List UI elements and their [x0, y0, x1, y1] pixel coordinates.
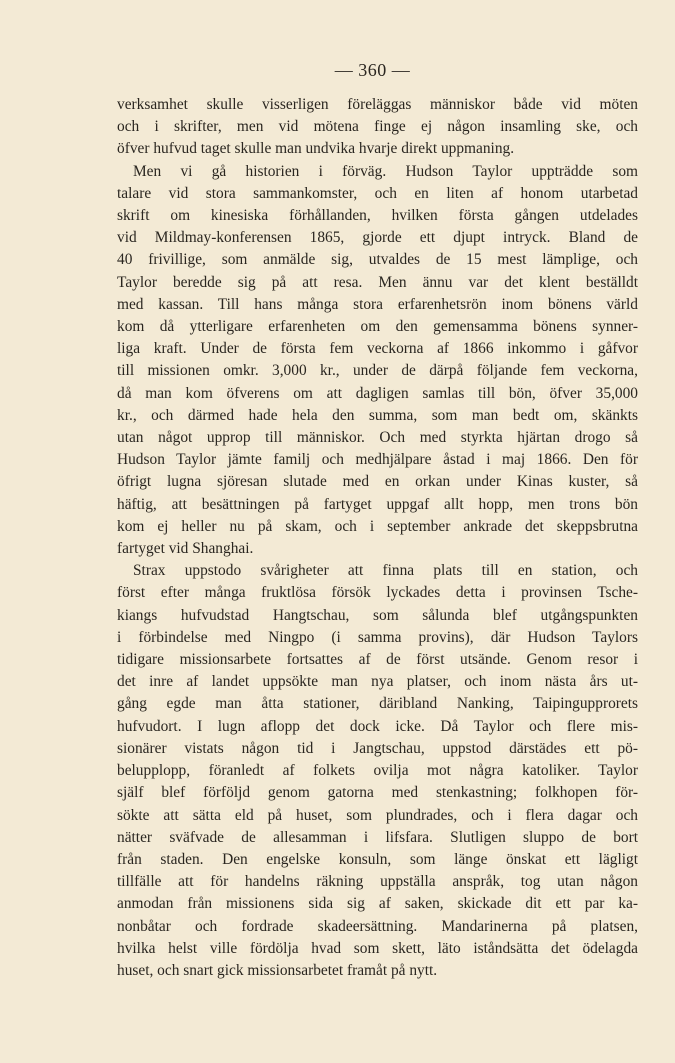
text-line: öfrigt lugna sjöresan slutade med en orkan under Kinas kuster, så [117, 473, 638, 491]
text-line: hvilka helst ville fördölja hvad som skett, läto iståndsätta det ödelagda [117, 939, 638, 957]
text-line: med kassan. Till hans många stora erfarenhetsrön inom bönens värld [117, 295, 638, 313]
text-line: först efter många fruktlösa försök lyckades detta i provinsen Tsche- [117, 584, 638, 602]
text-line: i förbindelse med Ningpo (i samma provins), där Hudson Taylors [117, 628, 638, 646]
text-line: det inre af landet uppsökte man nya platser, och inom nästa års ut- [117, 673, 638, 691]
text-line: liga kraft. Under de första fem veckorna af 1866 inkommo i gåfvor [117, 340, 638, 358]
text-line: tidigare missionsarbete fortsattes af de först utsände. Genom resor i [117, 651, 638, 669]
text-line: utan något upprop till människor. Och med styrkta hjärtan drogo så [117, 429, 638, 447]
text-line: sökte att sätta eld på huset, som plundrades, och i flera dagar och [117, 806, 638, 824]
body-text [117, 94, 638, 982]
text-line: vid Mildmay-konferensen 1865, gjorde ett djupt intryck. Bland de [117, 229, 638, 247]
text-line: kiangs hufvudstad Hangtschau, som sålunda blef utgångspunkten [117, 606, 638, 624]
text-line: då man kom öfverens om att dagligen samlas till bön, öfver 35,000 [117, 384, 638, 402]
text-line: gång egde man åtta stationer, däribland Nanking, Taipingupprorets [117, 695, 638, 713]
text-line: Hudson Taylor jämte familj och medhjälpare åstad i maj 1866. Den för [117, 451, 638, 469]
text-line: verksamhet skulle visserligen föreläggas människor både vid möten [117, 96, 638, 113]
text-line: anmodan från missionens sida sig af saken, skickade dit ett par ka- [117, 895, 638, 913]
text-line: fartyget vid Shanghai. [117, 540, 254, 558]
text-line: öfver hufvud taget skulle man undvika hvarje direkt uppmaning. [117, 140, 515, 158]
text-line: 40 frivillige, som anmälde sig, utvaldes de 15 mest lämplige, och [117, 251, 638, 269]
page-number: — 360 — [334, 60, 411, 80]
text-line: sionärer vistats någon tid i Jangtschau, uppstod därstädes ett pö- [117, 739, 638, 757]
text-line: kom då ytterligare erfarenheten om den gemensamma bönens synner- [117, 318, 638, 336]
text-line: från staden. Den engelske konsuln, som länge önskat ett lägligt [117, 850, 638, 868]
text-line: nonbåtar och fordrade skadeersättning. Mandarinerna på platsen, [117, 917, 638, 935]
text-line: själf blef förföljd genom gatorna med stenkastning; folkhopen för- [117, 784, 638, 802]
text-line: Taylor beredde sig på att resa. Men ännu var det klent beställdt [117, 273, 638, 291]
text-line: nätter sväfvade de allesamman i lifsfara. Slutligen sluppo de bort [117, 828, 638, 846]
text-line: Men vi gå historien i förväg. Hudson Taylor uppträdde som [133, 162, 638, 180]
text-line: huset, och snart gick missionsarbetet framåt på nytt. [117, 961, 438, 979]
text-line: tillfälle att för handelns räkning uppställa anspråk, tog utan någon [117, 873, 638, 891]
text-line: skrift om kinesiska förhållanden, hvilken första gången utdelades [117, 207, 638, 225]
text-line: Strax uppstodo svårigheter att finna plats till en station, och [133, 562, 638, 580]
text-line: kom ej heller nu på skam, och i september ankrade det skeppsbrutna [117, 517, 638, 535]
text-line: häftig, att besättningen på fartyget uppgaf allt hopp, men trons bön [117, 495, 638, 513]
text-line: belupplopp, föranledt af folkets ovilja mot några katoliker. Taylor [117, 762, 638, 780]
text-line: hufvudort. I lugn aflopp det dock icke. Då Taylor och flere mis- [117, 717, 638, 735]
text-line: och i skrifter, men vid mötena finge ej någon insamling ske, och [117, 118, 638, 136]
text-line: till missionen omkr. 3,000 kr., under de därpå följande fem veckorna, [117, 362, 638, 380]
text-line: talare vid stora sammankomster, och en liten af honom utarbetad [117, 184, 638, 202]
text-line: kr., och därmed hade hela den summa, som man bedt om, skänkts [117, 406, 638, 424]
